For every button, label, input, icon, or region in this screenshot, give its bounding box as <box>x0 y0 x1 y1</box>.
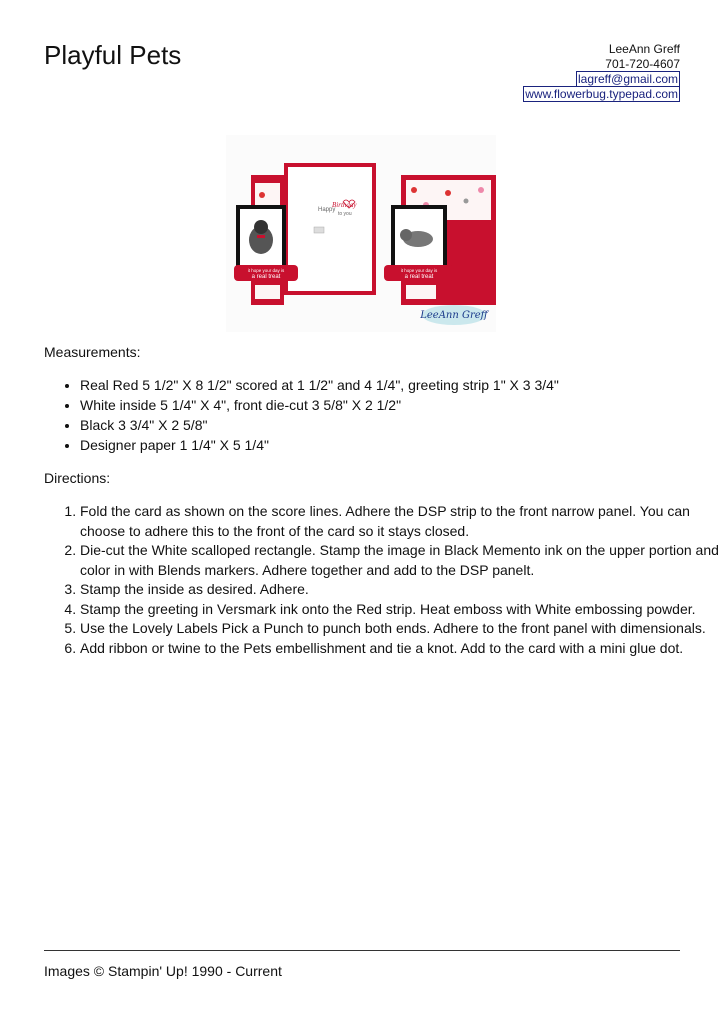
list-item: • White inside 5 1/4" X 4", front die-cut 3 5/8" X 2 1/2" <box>80 395 559 415</box>
svg-text:to you: to you <box>338 211 352 217</box>
list-item: • Designer paper 1 1/4" X 5 1/4" <box>80 435 559 455</box>
svg-text:it hope your day is: it hope your day is <box>400 268 438 273</box>
contact-block <box>523 42 680 102</box>
directions-list <box>44 502 720 658</box>
signature-watermark: LeeAnn Greff <box>420 310 488 321</box>
svg-text:a real treat: a real treat <box>251 274 281 280</box>
svg-text:a real treat: a real treat <box>404 274 434 280</box>
card-photo-illustration <box>226 135 496 332</box>
list-item: 3. Stamp the inside as desired. Adhere. <box>80 580 720 600</box>
measurements-list <box>44 375 559 455</box>
list-item: 6. Add ribbon or twine to the Pets embellishment and tie a knot. Add to the card with a mini glue dot. <box>80 639 720 659</box>
directions-label: Directions: <box>44 470 111 486</box>
footer-copyright: Images © Stampin' Up! 1990 - Current <box>44 963 282 979</box>
svg-text:Birthday: Birthday <box>332 201 357 209</box>
list-item: • Black 3 3/4" X 2 5/8" <box>80 415 559 435</box>
list-item: 5. Use the Lovely Labels Pick a Punch to punch both ends. Adhere to the front panel with dimensionals. <box>80 619 720 639</box>
page-title: Playful Pets <box>44 40 182 70</box>
svg-text:it hope your day is: it hope your day is <box>247 268 285 273</box>
measurements-label: Measurements: <box>44 344 141 360</box>
contact-name: LeeAnn Greff <box>608 42 680 56</box>
website-link[interactable]: www.flowerbug.typepad.com <box>525 87 678 101</box>
list-item: • Real Red 5 1/2" X 8 1/2" scored at 1 1/2" and 4 1/4", greeting strip 1" X 3 3/4" <box>80 375 559 395</box>
contact-phone: 701-720-4607 <box>605 57 680 71</box>
card-photo <box>226 135 496 332</box>
svg-text:Happy: Happy <box>318 207 336 213</box>
list-item: 1. Fold the card as shown on the score lines. Adhere the DSP strip to the front narrow panel. You can choose to adhere this to the front of the card so it stays closed. <box>80 502 720 541</box>
list-item: 2. Die-cut the White scalloped rectangle. Stamp the image in Black Memento ink on the upper portion and color in with Blends markers. Adhere together and add to the DSP panelt. <box>80 541 720 580</box>
list-item: 4. Stamp the greeting in Versmark ink onto the Red strip. Heat emboss with White embossing powder. <box>80 600 720 620</box>
email-link[interactable]: lagreff@gmail.com <box>578 72 678 86</box>
footer-divider <box>44 950 680 951</box>
